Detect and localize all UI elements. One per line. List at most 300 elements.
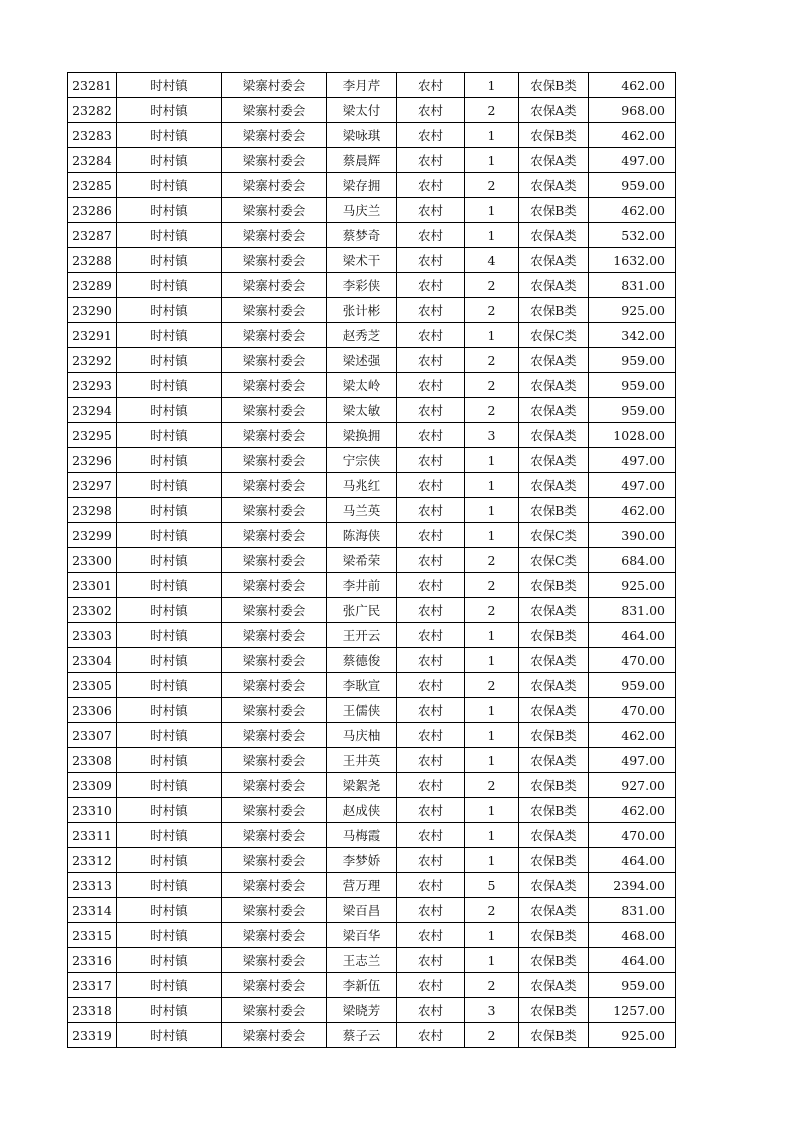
- amount-cell: 532.00: [589, 223, 676, 248]
- town-cell: 时村镇: [117, 498, 222, 523]
- committee-cell: 梁寨村委会: [222, 173, 327, 198]
- committee-cell: 梁寨村委会: [222, 248, 327, 273]
- table-row: [68, 673, 676, 698]
- name-cell: 李新伍: [327, 973, 397, 998]
- town-cell: 时村镇: [117, 598, 222, 623]
- amount-cell: 390.00: [589, 523, 676, 548]
- committee-cell: 梁寨村委会: [222, 448, 327, 473]
- type-cell: 农村: [397, 573, 465, 598]
- count-cell: 1: [465, 123, 519, 148]
- name-cell: 梁存拥: [327, 173, 397, 198]
- type-cell: 农村: [397, 198, 465, 223]
- amount-cell: 464.00: [589, 623, 676, 648]
- committee-cell: 梁寨村委会: [222, 473, 327, 498]
- type-cell: 农村: [397, 273, 465, 298]
- amount-cell: 968.00: [589, 98, 676, 123]
- committee-cell: 梁寨村委会: [222, 923, 327, 948]
- type-cell: 农村: [397, 848, 465, 873]
- table-row: [68, 698, 676, 723]
- amount-cell: 462.00: [589, 798, 676, 823]
- name-cell: 梁太岭: [327, 373, 397, 398]
- category-cell: 农保B类: [519, 773, 589, 798]
- table-row: [68, 123, 676, 148]
- town-cell: 时村镇: [117, 223, 222, 248]
- committee-cell: 梁寨村委会: [222, 998, 327, 1023]
- amount-cell: 831.00: [589, 273, 676, 298]
- table-row: [68, 823, 676, 848]
- amount-cell: 464.00: [589, 948, 676, 973]
- name-cell: 赵秀芝: [327, 323, 397, 348]
- amount-cell: 468.00: [589, 923, 676, 948]
- table-row: [68, 623, 676, 648]
- name-cell: 梁百昌: [327, 898, 397, 923]
- committee-cell: 梁寨村委会: [222, 123, 327, 148]
- count-cell: 2: [465, 673, 519, 698]
- count-cell: 1: [465, 698, 519, 723]
- count-cell: 2: [465, 398, 519, 423]
- committee-cell: 梁寨村委会: [222, 273, 327, 298]
- table-row: [68, 973, 676, 998]
- town-cell: 时村镇: [117, 98, 222, 123]
- committee-cell: 梁寨村委会: [222, 423, 327, 448]
- name-cell: 张计彬: [327, 298, 397, 323]
- row-id-cell: 23303: [68, 623, 117, 648]
- category-cell: 农保A类: [519, 248, 589, 273]
- count-cell: 1: [465, 948, 519, 973]
- category-cell: 农保A类: [519, 423, 589, 448]
- committee-cell: 梁寨村委会: [222, 573, 327, 598]
- name-cell: 蔡德俊: [327, 648, 397, 673]
- row-id-cell: 23308: [68, 748, 117, 773]
- count-cell: 1: [465, 723, 519, 748]
- table-row: [68, 523, 676, 548]
- count-cell: 1: [465, 473, 519, 498]
- name-cell: 陈海侠: [327, 523, 397, 548]
- committee-cell: 梁寨村委会: [222, 223, 327, 248]
- category-cell: 农保B类: [519, 198, 589, 223]
- count-cell: 5: [465, 873, 519, 898]
- category-cell: 农保A类: [519, 648, 589, 673]
- table-row: [68, 723, 676, 748]
- type-cell: 农村: [397, 348, 465, 373]
- amount-cell: 497.00: [589, 448, 676, 473]
- name-cell: 李彩侠: [327, 273, 397, 298]
- town-cell: 时村镇: [117, 373, 222, 398]
- committee-cell: 梁寨村委会: [222, 898, 327, 923]
- amount-cell: 497.00: [589, 148, 676, 173]
- count-cell: 1: [465, 623, 519, 648]
- count-cell: 2: [465, 98, 519, 123]
- name-cell: 蔡晨辉: [327, 148, 397, 173]
- type-cell: 农村: [397, 373, 465, 398]
- category-cell: 农保A类: [519, 448, 589, 473]
- table-row: [68, 148, 676, 173]
- row-id-cell: 23302: [68, 598, 117, 623]
- town-cell: 时村镇: [117, 573, 222, 598]
- town-cell: 时村镇: [117, 673, 222, 698]
- table-row: [68, 873, 676, 898]
- name-cell: 王开云: [327, 623, 397, 648]
- name-cell: 梁述强: [327, 348, 397, 373]
- category-cell: 农保A类: [519, 348, 589, 373]
- count-cell: 2: [465, 773, 519, 798]
- category-cell: 农保B类: [519, 723, 589, 748]
- count-cell: 2: [465, 973, 519, 998]
- amount-cell: 470.00: [589, 823, 676, 848]
- count-cell: 3: [465, 423, 519, 448]
- row-id-cell: 23306: [68, 698, 117, 723]
- committee-cell: 梁寨村委会: [222, 673, 327, 698]
- category-cell: 农保C类: [519, 548, 589, 573]
- type-cell: 农村: [397, 448, 465, 473]
- committee-cell: 梁寨村委会: [222, 948, 327, 973]
- table-row: [68, 348, 676, 373]
- name-cell: 马梅霞: [327, 823, 397, 848]
- type-cell: 农村: [397, 423, 465, 448]
- town-cell: 时村镇: [117, 173, 222, 198]
- committee-cell: 梁寨村委会: [222, 1023, 327, 1048]
- category-cell: 农保B类: [519, 73, 589, 98]
- table-row: [68, 473, 676, 498]
- row-id-cell: 23298: [68, 498, 117, 523]
- type-cell: 农村: [397, 123, 465, 148]
- row-id-cell: 23312: [68, 848, 117, 873]
- amount-cell: 959.00: [589, 348, 676, 373]
- row-id-cell: 23315: [68, 923, 117, 948]
- amount-cell: 470.00: [589, 648, 676, 673]
- committee-cell: 梁寨村委会: [222, 348, 327, 373]
- category-cell: 农保A类: [519, 698, 589, 723]
- name-cell: 马兰英: [327, 498, 397, 523]
- name-cell: 宁宗侠: [327, 448, 397, 473]
- table-row: [68, 423, 676, 448]
- town-cell: 时村镇: [117, 548, 222, 573]
- committee-cell: 梁寨村委会: [222, 323, 327, 348]
- town-cell: 时村镇: [117, 73, 222, 98]
- table-row: [68, 498, 676, 523]
- row-id-cell: 23286: [68, 198, 117, 223]
- committee-cell: 梁寨村委会: [222, 823, 327, 848]
- table-row: [68, 548, 676, 573]
- table-row: [68, 223, 676, 248]
- type-cell: 农村: [397, 873, 465, 898]
- table-row: [68, 273, 676, 298]
- name-cell: 赵成侠: [327, 798, 397, 823]
- amount-cell: 1257.00: [589, 998, 676, 1023]
- count-cell: 1: [465, 448, 519, 473]
- count-cell: 2: [465, 273, 519, 298]
- name-cell: 梁晓芳: [327, 998, 397, 1023]
- category-cell: 农保A类: [519, 398, 589, 423]
- committee-cell: 梁寨村委会: [222, 848, 327, 873]
- table-row: [68, 923, 676, 948]
- row-id-cell: 23301: [68, 573, 117, 598]
- row-id-cell: 23287: [68, 223, 117, 248]
- category-cell: 农保A类: [519, 898, 589, 923]
- name-cell: 马兆红: [327, 473, 397, 498]
- count-cell: 2: [465, 298, 519, 323]
- type-cell: 农村: [397, 673, 465, 698]
- type-cell: 农村: [397, 973, 465, 998]
- count-cell: 3: [465, 998, 519, 1023]
- type-cell: 农村: [397, 173, 465, 198]
- amount-cell: 959.00: [589, 173, 676, 198]
- row-id-cell: 23304: [68, 648, 117, 673]
- town-cell: 时村镇: [117, 973, 222, 998]
- row-id-cell: 23317: [68, 973, 117, 998]
- type-cell: 农村: [397, 1023, 465, 1048]
- table-row: [68, 323, 676, 348]
- town-cell: 时村镇: [117, 298, 222, 323]
- town-cell: 时村镇: [117, 473, 222, 498]
- category-cell: 农保B类: [519, 498, 589, 523]
- amount-cell: 959.00: [589, 373, 676, 398]
- amount-cell: 927.00: [589, 773, 676, 798]
- committee-cell: 梁寨村委会: [222, 698, 327, 723]
- type-cell: 农村: [397, 948, 465, 973]
- category-cell: 农保B类: [519, 798, 589, 823]
- type-cell: 农村: [397, 323, 465, 348]
- type-cell: 农村: [397, 748, 465, 773]
- committee-cell: 梁寨村委会: [222, 723, 327, 748]
- committee-cell: 梁寨村委会: [222, 773, 327, 798]
- committee-cell: 梁寨村委会: [222, 373, 327, 398]
- row-id-cell: 23295: [68, 423, 117, 448]
- committee-cell: 梁寨村委会: [222, 198, 327, 223]
- table-row: [68, 798, 676, 823]
- committee-cell: 梁寨村委会: [222, 973, 327, 998]
- row-id-cell: 23299: [68, 523, 117, 548]
- count-cell: 2: [465, 348, 519, 373]
- name-cell: 梁咏琪: [327, 123, 397, 148]
- committee-cell: 梁寨村委会: [222, 623, 327, 648]
- town-cell: 时村镇: [117, 248, 222, 273]
- town-cell: 时村镇: [117, 198, 222, 223]
- name-cell: 梁希荣: [327, 548, 397, 573]
- name-cell: 梁百华: [327, 923, 397, 948]
- amount-cell: 462.00: [589, 498, 676, 523]
- count-cell: 1: [465, 923, 519, 948]
- committee-cell: 梁寨村委会: [222, 73, 327, 98]
- amount-cell: 462.00: [589, 723, 676, 748]
- table-row: [68, 998, 676, 1023]
- count-cell: 1: [465, 148, 519, 173]
- amount-cell: 959.00: [589, 973, 676, 998]
- amount-cell: 959.00: [589, 673, 676, 698]
- town-cell: 时村镇: [117, 773, 222, 798]
- count-cell: 1: [465, 648, 519, 673]
- count-cell: 1: [465, 223, 519, 248]
- amount-cell: 959.00: [589, 398, 676, 423]
- town-cell: 时村镇: [117, 798, 222, 823]
- row-id-cell: 23290: [68, 298, 117, 323]
- committee-cell: 梁寨村委会: [222, 398, 327, 423]
- type-cell: 农村: [397, 498, 465, 523]
- name-cell: 蔡子云: [327, 1023, 397, 1048]
- table-row: [68, 748, 676, 773]
- name-cell: 王井英: [327, 748, 397, 773]
- type-cell: 农村: [397, 523, 465, 548]
- name-cell: 张广民: [327, 598, 397, 623]
- row-id-cell: 23310: [68, 798, 117, 823]
- town-cell: 时村镇: [117, 873, 222, 898]
- count-cell: 1: [465, 748, 519, 773]
- committee-cell: 梁寨村委会: [222, 523, 327, 548]
- type-cell: 农村: [397, 698, 465, 723]
- type-cell: 农村: [397, 148, 465, 173]
- committee-cell: 梁寨村委会: [222, 298, 327, 323]
- type-cell: 农村: [397, 798, 465, 823]
- category-cell: 农保B类: [519, 573, 589, 598]
- town-cell: 时村镇: [117, 648, 222, 673]
- table-row: [68, 373, 676, 398]
- category-cell: 农保A类: [519, 373, 589, 398]
- category-cell: 农保B类: [519, 298, 589, 323]
- name-cell: 王志兰: [327, 948, 397, 973]
- town-cell: 时村镇: [117, 623, 222, 648]
- row-id-cell: 23293: [68, 373, 117, 398]
- type-cell: 农村: [397, 223, 465, 248]
- row-id-cell: 23309: [68, 773, 117, 798]
- table-row: [68, 1023, 676, 1048]
- category-cell: 农保A类: [519, 673, 589, 698]
- row-id-cell: 23285: [68, 173, 117, 198]
- row-id-cell: 23305: [68, 673, 117, 698]
- table-row: [68, 173, 676, 198]
- town-cell: 时村镇: [117, 1023, 222, 1048]
- amount-cell: 342.00: [589, 323, 676, 348]
- town-cell: 时村镇: [117, 823, 222, 848]
- row-id-cell: 23283: [68, 123, 117, 148]
- table-row: [68, 598, 676, 623]
- count-cell: 1: [465, 523, 519, 548]
- category-cell: 农保A类: [519, 748, 589, 773]
- count-cell: 2: [465, 1023, 519, 1048]
- category-cell: 农保A类: [519, 273, 589, 298]
- table-row: [68, 448, 676, 473]
- table-row: [68, 248, 676, 273]
- count-cell: 2: [465, 373, 519, 398]
- row-id-cell: 23311: [68, 823, 117, 848]
- town-cell: 时村镇: [117, 323, 222, 348]
- row-id-cell: 23284: [68, 148, 117, 173]
- type-cell: 农村: [397, 398, 465, 423]
- amount-cell: 925.00: [589, 573, 676, 598]
- type-cell: 农村: [397, 248, 465, 273]
- table-row: [68, 573, 676, 598]
- row-id-cell: 23289: [68, 273, 117, 298]
- category-cell: 农保C类: [519, 323, 589, 348]
- type-cell: 农村: [397, 73, 465, 98]
- type-cell: 农村: [397, 723, 465, 748]
- type-cell: 农村: [397, 548, 465, 573]
- amount-cell: 1632.00: [589, 248, 676, 273]
- type-cell: 农村: [397, 598, 465, 623]
- count-cell: 1: [465, 798, 519, 823]
- type-cell: 农村: [397, 298, 465, 323]
- count-cell: 1: [465, 823, 519, 848]
- category-cell: 农保B类: [519, 1023, 589, 1048]
- row-id-cell: 23291: [68, 323, 117, 348]
- amount-cell: 462.00: [589, 123, 676, 148]
- name-cell: 李耿宣: [327, 673, 397, 698]
- amount-cell: 831.00: [589, 598, 676, 623]
- town-cell: 时村镇: [117, 898, 222, 923]
- name-cell: 马庆兰: [327, 198, 397, 223]
- count-cell: 1: [465, 73, 519, 98]
- town-cell: 时村镇: [117, 398, 222, 423]
- count-cell: 1: [465, 323, 519, 348]
- count-cell: 2: [465, 598, 519, 623]
- name-cell: 李月芹: [327, 73, 397, 98]
- row-id-cell: 23319: [68, 1023, 117, 1048]
- amount-cell: 831.00: [589, 898, 676, 923]
- name-cell: 梁术干: [327, 248, 397, 273]
- category-cell: 农保A类: [519, 148, 589, 173]
- name-cell: 李井前: [327, 573, 397, 598]
- type-cell: 农村: [397, 98, 465, 123]
- type-cell: 农村: [397, 623, 465, 648]
- name-cell: 马庆柚: [327, 723, 397, 748]
- count-cell: 2: [465, 173, 519, 198]
- row-id-cell: 23292: [68, 348, 117, 373]
- count-cell: 2: [465, 573, 519, 598]
- category-cell: 农保A类: [519, 223, 589, 248]
- type-cell: 农村: [397, 648, 465, 673]
- committee-cell: 梁寨村委会: [222, 148, 327, 173]
- type-cell: 农村: [397, 898, 465, 923]
- town-cell: 时村镇: [117, 923, 222, 948]
- category-cell: 农保A类: [519, 873, 589, 898]
- name-cell: 营万理: [327, 873, 397, 898]
- category-cell: 农保A类: [519, 823, 589, 848]
- town-cell: 时村镇: [117, 998, 222, 1023]
- town-cell: 时村镇: [117, 348, 222, 373]
- table-row: [68, 848, 676, 873]
- town-cell: 时村镇: [117, 748, 222, 773]
- town-cell: 时村镇: [117, 723, 222, 748]
- count-cell: 1: [465, 198, 519, 223]
- committee-cell: 梁寨村委会: [222, 798, 327, 823]
- committee-cell: 梁寨村委会: [222, 873, 327, 898]
- row-id-cell: 23296: [68, 448, 117, 473]
- type-cell: 农村: [397, 473, 465, 498]
- data-table: [67, 72, 676, 1048]
- table-body: [68, 73, 676, 1048]
- town-cell: 时村镇: [117, 273, 222, 298]
- category-cell: 农保B类: [519, 948, 589, 973]
- name-cell: 梁絮尧: [327, 773, 397, 798]
- committee-cell: 梁寨村委会: [222, 648, 327, 673]
- row-id-cell: 23318: [68, 998, 117, 1023]
- amount-cell: 464.00: [589, 848, 676, 873]
- count-cell: 1: [465, 848, 519, 873]
- category-cell: 农保A类: [519, 98, 589, 123]
- name-cell: 梁太敏: [327, 398, 397, 423]
- row-id-cell: 23314: [68, 898, 117, 923]
- table-row: [68, 398, 676, 423]
- table-row: [68, 198, 676, 223]
- town-cell: 时村镇: [117, 123, 222, 148]
- table-row: [68, 98, 676, 123]
- type-cell: 农村: [397, 823, 465, 848]
- amount-cell: 462.00: [589, 198, 676, 223]
- name-cell: 梁太付: [327, 98, 397, 123]
- row-id-cell: 23316: [68, 948, 117, 973]
- table-row: [68, 898, 676, 923]
- committee-cell: 梁寨村委会: [222, 548, 327, 573]
- category-cell: 农保A类: [519, 973, 589, 998]
